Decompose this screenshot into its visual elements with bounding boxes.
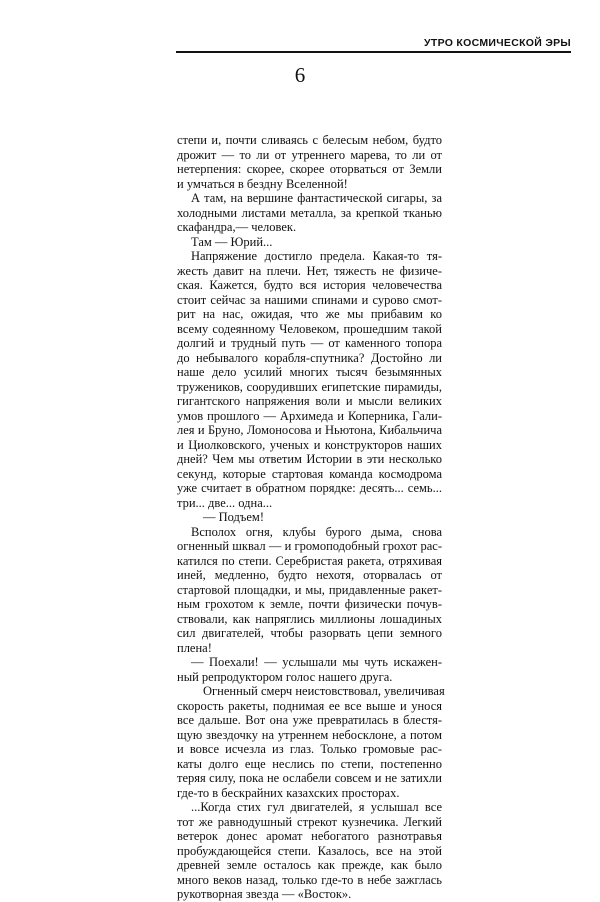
- text-line: сил двигателей, чтобы разорвать цепи земного: [177, 626, 442, 640]
- text-line: ...Когда стих гул двигателей, я услышал все: [191, 800, 442, 814]
- text-line: дрожит — то ли от утреннего марева, то ли от: [177, 147, 442, 162]
- text-line: катился по степи. Серебристая ракета, отряхивая: [177, 553, 442, 568]
- text-line: лея и Бруно, Ломоносова и Ньютона, Кибальчича: [177, 423, 442, 437]
- text-line: тружеников, соорудивших египетские пирамиды,: [177, 379, 442, 394]
- text-line: долгий и трудный путь — от каменного топора: [177, 336, 442, 350]
- text-line: ствовали, как напряглись миллионы лошадиных: [177, 611, 442, 626]
- text-line: всему содеянному Человеком, прошедшим такой: [177, 321, 442, 336]
- text-line: нетерпения: скорее, скорее оторваться от Земли: [177, 162, 442, 176]
- text-line: до небывалого корабля-спутника? Достойно ли: [177, 350, 442, 365]
- text-line: жесть давит на плечи. Нет, тяжесть не физиче-: [177, 263, 442, 278]
- text-line: ный репродуктором голос нашего друга.: [177, 669, 393, 684]
- text-line: А там, на вершине фантастической сигары, за: [191, 191, 442, 205]
- text-line: огненный шквал — и громоподобный грохот рас-: [177, 539, 442, 553]
- text-line: уже считает в обратном порядке: десять... семь...: [177, 481, 442, 495]
- text-line: каты долго еще неслись по степи, постепенно: [177, 756, 442, 771]
- text-line: ветерок донес аромат небогатого разнотравья: [177, 829, 442, 843]
- text-line: стартовой площадки, и мы, придавленные ракет-: [177, 582, 442, 597]
- running-title: УТРО КОСМИЧЕСКОЙ ЭРЫ: [424, 37, 571, 49]
- text-line: скафандра,— человек.: [177, 220, 297, 234]
- text-line: где-то в бескрайних казахских просторах.: [177, 785, 400, 800]
- text-line: пробуждающейся степи. Казалось, все на этой: [177, 843, 442, 858]
- text-line: гигантского напряжения воли и мысли великих: [177, 394, 442, 408]
- text-line: три... две... одна...: [177, 495, 273, 510]
- text-line: Напряжение достигло предела. Какая-то тя-: [191, 249, 442, 263]
- text-line: теряя силу, пока не ослабели совсем и не затихли: [177, 771, 442, 785]
- text-line: и Циолковского, ученых и конструкторов наших: [177, 437, 442, 452]
- text-line: рит на нас, ожидая, что же мы прибавим ко: [177, 307, 442, 321]
- text-line: дней? Чем мы ответим Истории в эти несколько: [177, 452, 442, 466]
- text-line: — Подъем!: [203, 510, 264, 524]
- text-line: иней, медленно, будто нехотя, оторвалась от: [177, 568, 442, 582]
- text-line: степи и, почти сливаясь с белесым небом, будто: [177, 133, 442, 147]
- running-header: [176, 37, 571, 53]
- text-line: ным грохотом к земле, почти физически почув-: [177, 597, 442, 611]
- text-line: и вовсе исчезла из глаз. Только громовые рас-: [177, 742, 442, 756]
- text-line: скорость ракеты, поднимая ее все выше и унося: [177, 698, 442, 713]
- text-line: — Поехали! — услышали мы чуть искажен-: [191, 655, 442, 669]
- text-line: и умчаться в бездну Вселенной!: [177, 176, 348, 191]
- text-line: тот же равнодушный стрекот кузнечика. Легкий: [177, 814, 442, 829]
- text-line: рукотворная звезда — «Восток».: [177, 887, 352, 901]
- text-line: секунд, которые стартовая команда космодрома: [177, 466, 442, 481]
- body-text: [177, 133, 445, 902]
- text-line: Там — Юрий...: [191, 234, 273, 249]
- text-line: плена!: [177, 640, 212, 655]
- text-line: Всполох огня, клубы бурого дыма, снова: [191, 524, 442, 539]
- text-line: все дальше. Вот она уже превратилась в блестя-: [177, 713, 442, 727]
- text-line: умов прошлого — Архимеда и Коперника, Гали-: [177, 408, 442, 423]
- text-line: Огненный смерч неистовствовал, увеличивая: [203, 684, 445, 698]
- text-line: холодными листами металла, за крепкой тканью: [177, 205, 442, 220]
- text-line: наше дело усилий многих тысяч безымянных: [177, 365, 442, 379]
- text-line: стоит сейчас за нашими спинами и сурово смот-: [177, 292, 442, 307]
- text-line: древней земле осталось как прежде, как было: [177, 858, 442, 872]
- text-line: ская. Кажется, будто вся история человечества: [177, 278, 442, 292]
- text-line: щую звездочку на утреннем небосклоне, а потом: [177, 727, 442, 742]
- chapter-number: 6: [294, 63, 306, 87]
- text-line: много веков назад, только где-то в небе зажглась: [177, 872, 442, 887]
